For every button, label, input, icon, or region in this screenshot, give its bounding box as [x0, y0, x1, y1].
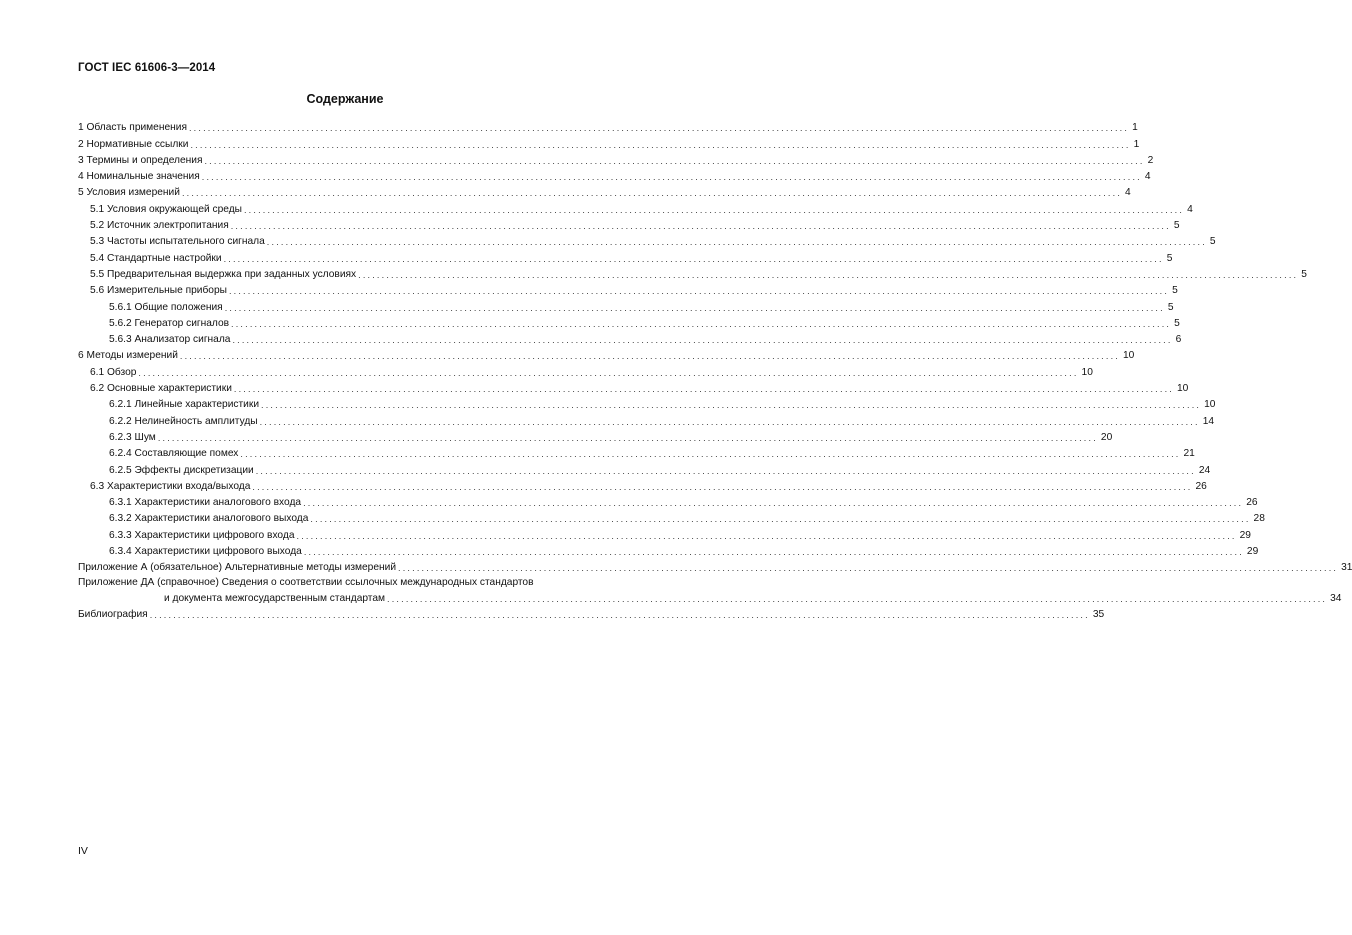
table-of-contents [78, 118, 1352, 621]
toc-entry-label: 2 Нормативные ссылки [78, 138, 189, 150]
toc-entry-label: 5.3 Частоты испытательного сигнала [90, 236, 265, 248]
toc-entry[interactable] [78, 362, 1093, 378]
dot-leader: ........................................................................................................................................................................................................ [181, 188, 1123, 199]
toc-entry-page: 4 [1144, 171, 1151, 183]
toc-entry-label: 6.2.1 Линейные характеристики [109, 399, 260, 411]
toc-entry[interactable] [78, 183, 1131, 199]
toc-entry-label: 5.6.1 Общие положения [109, 301, 223, 313]
toc-entry[interactable] [78, 411, 1215, 427]
dot-leader: ........................................................................................................................................................................................................ [204, 155, 1145, 166]
dot-leader: ........................................................................................................................................................................................................ [303, 547, 1244, 558]
toc-entry[interactable] [78, 248, 1173, 264]
toc-entry[interactable] [78, 346, 1135, 362]
toc-entry-label: 6.3 Характеристики входа/выхода [90, 480, 251, 492]
toc-entry[interactable] [78, 167, 1151, 183]
dot-leader: ........................................................................................................................................................................................................ [398, 563, 1339, 574]
dot-leader: ........................................................................................................................................................................................................ [358, 269, 1299, 280]
toc-entry-label: 6.2.4 Составляющие помех [109, 448, 239, 460]
dot-leader: ........................................................................................................................................................................................................ [230, 221, 1171, 232]
toc-entry-label: 5.5 Предварительная выдержка при заданных условиях [90, 268, 357, 280]
toc-entry-label: 6.2 Основные характеристики [90, 383, 232, 395]
dot-leader: ........................................................................................................................................................................................................ [243, 204, 1185, 215]
toc-entry-page: 10 [1204, 399, 1216, 411]
toc-entry-page: 6 [1175, 334, 1182, 346]
toc-entry-page: 28 [1253, 513, 1265, 525]
toc-entry[interactable] [78, 493, 1258, 509]
toc-entry-page: 10 [1177, 383, 1189, 395]
toc-entry[interactable] [78, 265, 1307, 281]
toc-entry-label: 5.6.2 Генератор сигналов [109, 317, 230, 329]
toc-entry-label: 6.1 Обзор [90, 366, 137, 378]
toc-entry-page: 4 [1187, 203, 1193, 215]
dot-leader: ........................................................................................................................................................................................................ [310, 514, 1251, 525]
dot-leader: ........................................................................................................................................................................................................ [261, 400, 1202, 411]
toc-entry-page: 4 [1125, 187, 1131, 199]
toc-entry-label: 6.3.2 Характеристики аналогового выхода [109, 513, 309, 525]
toc-entry-label: 6.3.3 Характеристики цифрового входа [109, 529, 295, 541]
toc-entry[interactable] [78, 134, 1140, 150]
toc-entry-label: 6.2.3 Шум [109, 431, 156, 443]
toc-entry[interactable] [78, 509, 1265, 525]
toc-entry-label: 6.2.5 Эффекты дискретизации [109, 464, 254, 476]
dot-leader: ........................................................................................................................................................................................................ [233, 384, 1174, 395]
toc-entry-label: 5.6.3 Анализатор сигнала [109, 334, 231, 346]
toc-entry-label: 5.4 Стандартные настройки [90, 252, 222, 264]
toc-entry[interactable] [78, 428, 1113, 444]
toc-entry-continuation[interactable] [78, 589, 1342, 605]
toc-entry-label: Приложение ДА (справочное) Сведения о соответствии ссылочных международных стандартов [78, 576, 534, 588]
toc-entry-page: 26 [1246, 497, 1258, 509]
toc-entry-label: 6.2.2 Нелинейность амплитуды [109, 415, 258, 427]
toc-entry-page: 1 [1132, 122, 1138, 134]
toc-entry-label: 5 Условия измерений [78, 187, 180, 199]
toc-entry[interactable] [78, 379, 1189, 395]
toc-entry-page: 5 [1166, 252, 1173, 264]
toc-entry[interactable] [78, 558, 1352, 574]
toc-entry[interactable] [78, 314, 1180, 330]
toc-entry[interactable] [78, 542, 1259, 558]
toc-entry[interactable] [78, 460, 1211, 476]
dot-leader: ........................................................................................................................................................................................................ [231, 318, 1172, 329]
dot-leader: ........................................................................................................................................................................................................ [252, 481, 1193, 492]
dot-leader: ........................................................................................................................................................................................................ [149, 610, 1090, 621]
toc-entry[interactable] [78, 525, 1251, 541]
dot-leader: ........................................................................................................................................................................................................ [138, 367, 1079, 378]
toc-entry[interactable] [78, 574, 614, 589]
toc-entry-page: 10 [1081, 366, 1093, 378]
toc-entry[interactable] [78, 199, 1193, 215]
toc-entry-label: 6.3.1 Характеристики аналогового входа [109, 497, 302, 509]
toc-entry[interactable] [78, 477, 1207, 493]
dot-leader: ........................................................................................................................................................................................................ [201, 172, 1142, 183]
dot-leader: ........................................................................................................................................................................................................ [157, 432, 1098, 443]
toc-entry[interactable] [78, 216, 1180, 232]
toc-entry-page: 5 [1173, 220, 1180, 232]
dot-leader: ........................................................................................................................................................................................................ [303, 498, 1244, 509]
toc-entry-page: 34 [1330, 593, 1342, 605]
toc-entry-label: 6.3.4 Характеристики цифрового выхода [109, 546, 302, 558]
toc-entry-label: 1 Область применения [78, 122, 187, 134]
toc-entry-page: 35 [1092, 609, 1105, 621]
toc-entry-label: 5.6 Измерительные приборы [90, 285, 227, 297]
toc-entry-page: 29 [1239, 529, 1251, 541]
toc-entry-page: 31 [1341, 562, 1352, 574]
dot-leader: ........................................................................................................................................................................................................ [296, 530, 1237, 541]
dot-leader: ........................................................................................................................................................................................................ [232, 335, 1173, 346]
page-title: Содержание [306, 92, 384, 106]
toc-entry[interactable] [78, 118, 1138, 134]
toc-entry-page: 5 [1301, 268, 1307, 280]
toc-entry[interactable] [78, 281, 1178, 297]
toc-entry[interactable] [78, 232, 1216, 248]
dot-leader: ........................................................................................................................................................................................................ [240, 449, 1181, 460]
toc-entry-label-cont: и документа межгосударственным стандартам [164, 593, 386, 605]
toc-entry-page: 24 [1198, 464, 1211, 476]
toc-entry-page: 14 [1202, 415, 1215, 427]
toc-entry-page: 2 [1147, 154, 1154, 166]
toc-entry-label: 5.2 Источник электропитания [90, 220, 229, 232]
dot-leader: ........................................................................................................................................................................................................ [228, 286, 1170, 297]
toc-entry-label: 5.1 Условия окружающей среды [90, 203, 242, 215]
toc-entry-page: 1 [1133, 138, 1140, 150]
dot-leader: ........................................................................................................................................................................................................ [179, 351, 1120, 362]
toc-entry-page: 29 [1246, 546, 1259, 558]
toc-entry-label: 6 Методы измерений [78, 350, 178, 362]
toc-entry-label: 3 Термины и определения [78, 154, 203, 166]
toc-entry[interactable] [78, 297, 1174, 313]
toc-entry-page: 21 [1183, 448, 1195, 460]
toc-entry-page: 20 [1100, 431, 1113, 443]
toc-entry[interactable] [78, 395, 1216, 411]
toc-entry-page: 26 [1195, 480, 1207, 492]
toc-entry-page: 5 [1172, 285, 1178, 297]
dot-leader: ........................................................................................................................................................................................................ [266, 237, 1207, 248]
toc-entry[interactable] [78, 151, 1154, 167]
dot-leader: ........................................................................................................................................................................................................ [387, 594, 1328, 605]
dot-leader: ........................................................................................................................................................................................................ [255, 465, 1196, 476]
document-header: ГОСТ IEC 61606-3—2014 [78, 62, 216, 74]
toc-entry-page: 5 [1209, 236, 1216, 248]
dot-leader: ........................................................................................................................................................................................................ [188, 123, 1130, 134]
toc-entry-label: Приложение А (обязательное) Альтернативные методы измерений [78, 562, 397, 574]
toc-entry-page: 5 [1167, 301, 1174, 313]
toc-entry[interactable] [78, 444, 1195, 460]
dot-leader: ........................................................................................................................................................................................................ [223, 253, 1164, 264]
toc-entry[interactable] [78, 605, 1105, 621]
dot-leader: ........................................................................................................................................................................................................ [190, 139, 1131, 150]
toc-entry-page: 5 [1174, 317, 1180, 329]
toc-entry-label: 4 Номинальные значения [78, 171, 200, 183]
toc-entry-page: 10 [1123, 350, 1135, 362]
dot-leader: ........................................................................................................................................................................................................ [259, 416, 1200, 427]
dot-leader: ........................................................................................................................................................................................................ [224, 302, 1165, 313]
toc-entry[interactable] [78, 330, 1182, 346]
page-number: IV [78, 845, 88, 857]
toc-entry-label: Библиография [78, 609, 148, 621]
